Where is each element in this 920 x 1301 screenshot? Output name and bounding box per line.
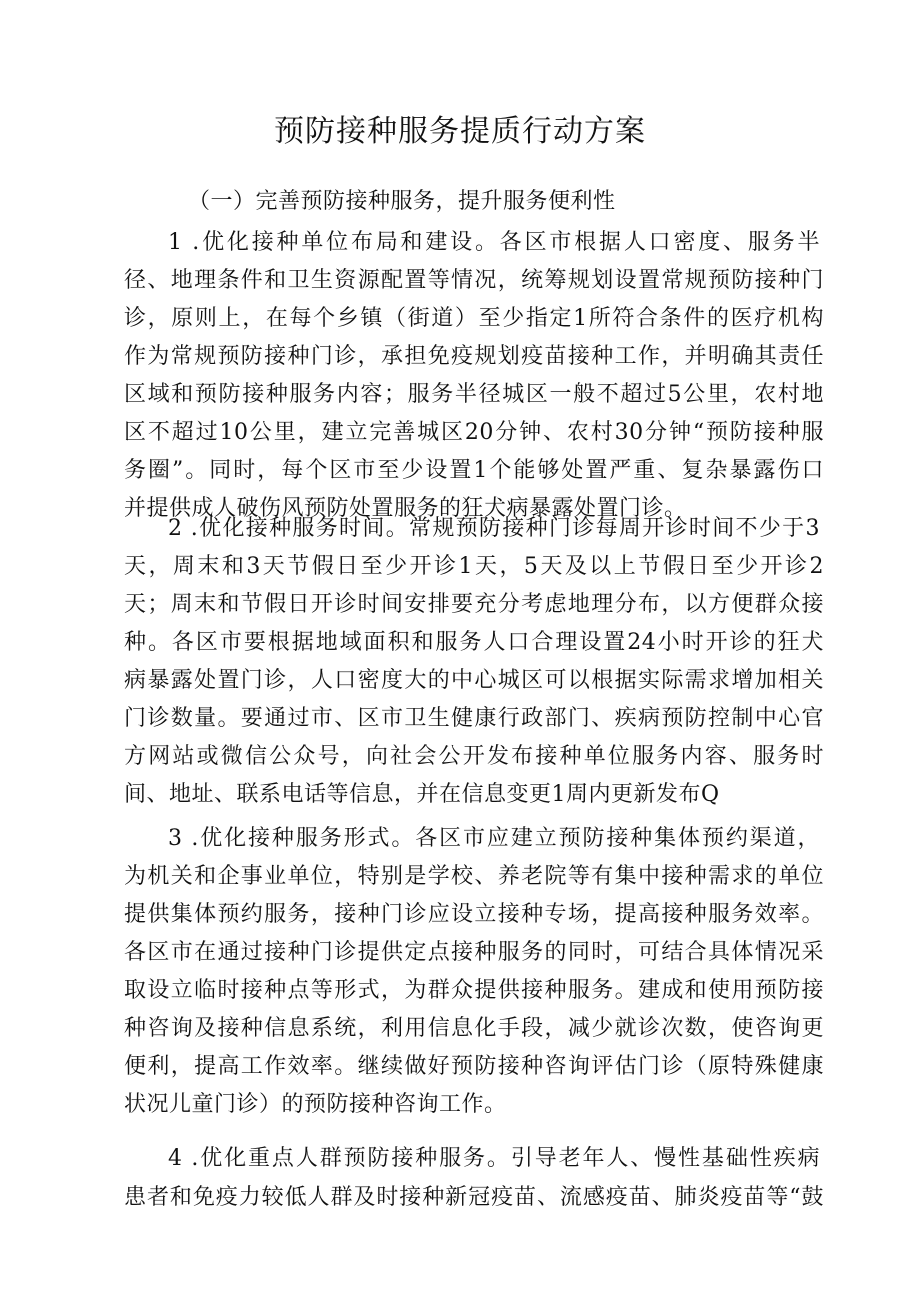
paragraph-1-line: 区不超过10公里，建立完善城区20分钟、农村30分钟“预防接种服 bbox=[124, 420, 824, 445]
paragraph-2-line: 天；周末和节假日开诊时间安排要充分考虑地理分布，以方便群众接 bbox=[124, 592, 824, 617]
paragraph-2-line: 方网站或微信公众号，向社会公开发布接种单位服务内容、服务时 bbox=[124, 744, 824, 769]
section-heading: （一）完善预防接种服务，提升服务便利性 bbox=[188, 189, 616, 214]
paragraph-3-line: 为机关和企事业单位，特别是学校、养老院等有集中接种需求的单位 bbox=[124, 864, 824, 889]
document-title: 预防接种服务提质行动方案 bbox=[274, 114, 646, 149]
paragraph-3-line: 3 .优化接种服务形式。各区市应建立预防接种集体预约渠道， bbox=[168, 826, 820, 851]
paragraph-1-line: 径、地理条件和卫生资源配置等情况，统筹规划设置常规预防接种门 bbox=[124, 268, 824, 293]
paragraph-2-line: 2 .优化接种服务时间。常规预防接种门诊每周开诊时间不少于3 bbox=[168, 516, 820, 541]
paragraph-1-line: 务圈”。同时，每个区市至少设置1个能够处置严重、复杂暴露伤口 bbox=[124, 458, 824, 483]
paragraph-2-line: 种。各区市要根据地域面积和服务人口合理设置24小时开诊的狂犬 bbox=[124, 630, 824, 655]
paragraph-4-line: 患者和免疫力较低人群及时接种新冠疫苗、流感疫苗、肺炎疫苗等“鼓 bbox=[124, 1185, 824, 1210]
paragraph-2-line: 天，周末和3天节假日至少开诊1天，5天及以上节假日至少开诊2 bbox=[124, 554, 824, 579]
paragraph-2-line: 间、地址、联系电话等信息，并在信息变更1周内更新发布Q bbox=[124, 782, 720, 807]
paragraph-3-line: 取设立临时接种点等形式，为群众提供接种服务。建成和使用预防接 bbox=[124, 978, 824, 1003]
paragraph-4-line: 4 .优化重点人群预防接种服务。引导老年人、慢性基础性疾病 bbox=[168, 1146, 820, 1171]
paragraph-2-line: 病暴露处置门诊，人口密度大的中心城区可以根据实际需求增加相关 bbox=[124, 668, 824, 693]
paragraph-3-line: 种咨询及接种信息系统，利用信息化手段，减少就诊次数，使咨询更 bbox=[124, 1016, 824, 1041]
paragraph-1-line: 诊，原则上，在每个乡镇（街道）至少指定1所符合条件的医疗机构 bbox=[124, 306, 824, 331]
paragraph-3-line: 便利，提高工作效率。继续做好预防接种咨询评估门诊（原特殊健康 bbox=[124, 1054, 824, 1079]
paragraph-2-line: 门诊数量。要通过市、区市卫生健康行政部门、疾病预防控制中心官 bbox=[124, 706, 824, 731]
paragraph-1-line: 1 .优化接种单位布局和建设。各区市根据人口密度、服务半 bbox=[168, 230, 820, 255]
paragraph-3-line: 提供集体预约服务，接种门诊应设立接种专场，提高接种服务效率。 bbox=[124, 902, 824, 927]
paragraph-1-line: 区域和预防接种服务内容；服务半径城区一般不超过5公里，农村地 bbox=[124, 382, 824, 407]
paragraph-3-line: 状况儿童门诊）的预防接种咨询工作。 bbox=[124, 1092, 507, 1117]
paragraph-1-line: 并提供成人破伤风预防处置服务的狂犬病暴露处置门诊。 bbox=[124, 496, 687, 521]
paragraph-3-line: 各区市在通过接种门诊提供定点接种服务的同时，可结合具体情况采 bbox=[124, 940, 824, 965]
paragraph-1-line: 作为常规预防接种门诊，承担免疫规划疫苗接种工作，并明确其责任 bbox=[124, 344, 824, 369]
